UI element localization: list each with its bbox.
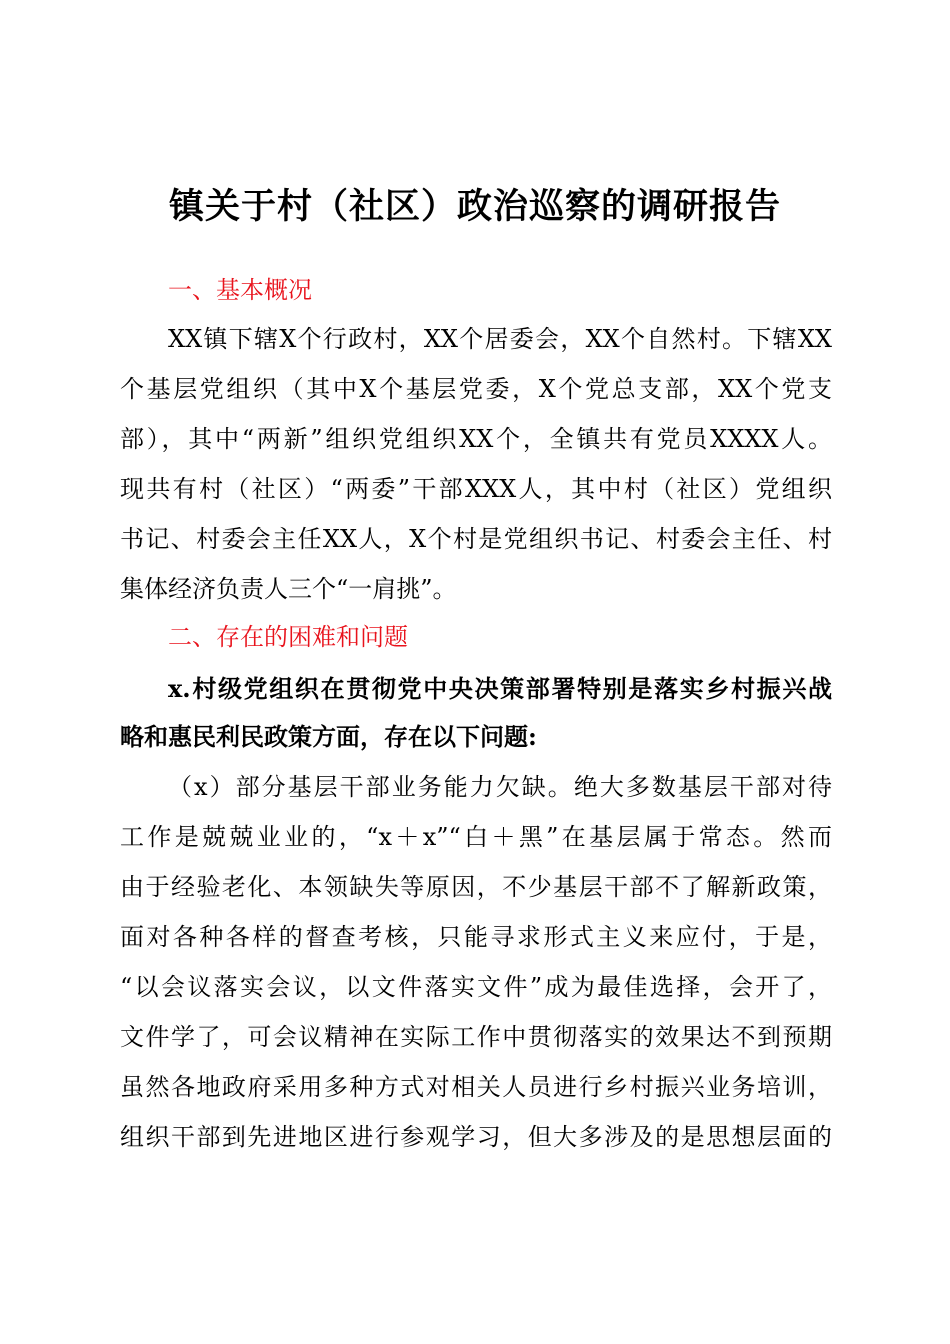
paragraph-line: 工作是兢兢业业的，“x＋x”“白＋黑”在基层属于常态。然而 [120, 823, 832, 851]
paragraph-line: 书记、村委会主任XX人，X个村是党组织书记、村委会主任、村 [120, 525, 832, 553]
paragraph-line: 文件学了，可会议精神在实际工作中贯彻落实的效果达不到预期 [120, 1023, 832, 1051]
paragraph-line: 集体经济负责人三个“一肩挑”。 [120, 575, 457, 603]
paragraph-line: 虽然各地政府采用多种方式对相关人员进行乡村振兴业务培训， [120, 1073, 832, 1101]
paragraph-line: 面对各种各样的督查考核，只能寻求形式主义来应付，于是， [120, 923, 832, 951]
paragraph-line: 现共有村（社区）“两委”干部XXX人，其中村（社区）党组织 [120, 475, 832, 503]
section-heading-problems: 二、存在的困难和问题 [168, 623, 408, 651]
subheading-line: 略和惠民利民政策方面，存在以下问题: [120, 722, 537, 751]
section-heading-basic-overview: 一、基本概况 [168, 276, 312, 304]
paragraph-line: 组织干部到先进地区进行参观学习，但大多涉及的是思想层面的 [120, 1123, 832, 1151]
paragraph-line: 部），其中“两新”组织党组织XX个，全镇共有党员XXXX人。 [120, 425, 832, 453]
paragraph-line: （x）部分基层干部业务能力欠缺。绝大多数基层干部对待 [168, 773, 832, 801]
paragraph-line: 由于经验老化、本领缺失等原因，不少基层干部不了解新政策， [120, 873, 832, 901]
paragraph-line: 个基层党组织（其中X个基层党委，X个党总支部，XX个党支 [120, 375, 832, 403]
subheading-line: x.村级党组织在贯彻党中央决策部署特别是落实乡村振兴战 [168, 674, 832, 703]
document-title: 镇关于村（社区）政治巡察的调研报告 [168, 186, 781, 227]
paragraph-line: XX镇下辖X个行政村，XX个居委会，XX个自然村。下辖XX [168, 325, 832, 353]
paragraph-line: “以会议落实会议，以文件落实文件”成为最佳选择，会开了， [120, 973, 832, 1001]
